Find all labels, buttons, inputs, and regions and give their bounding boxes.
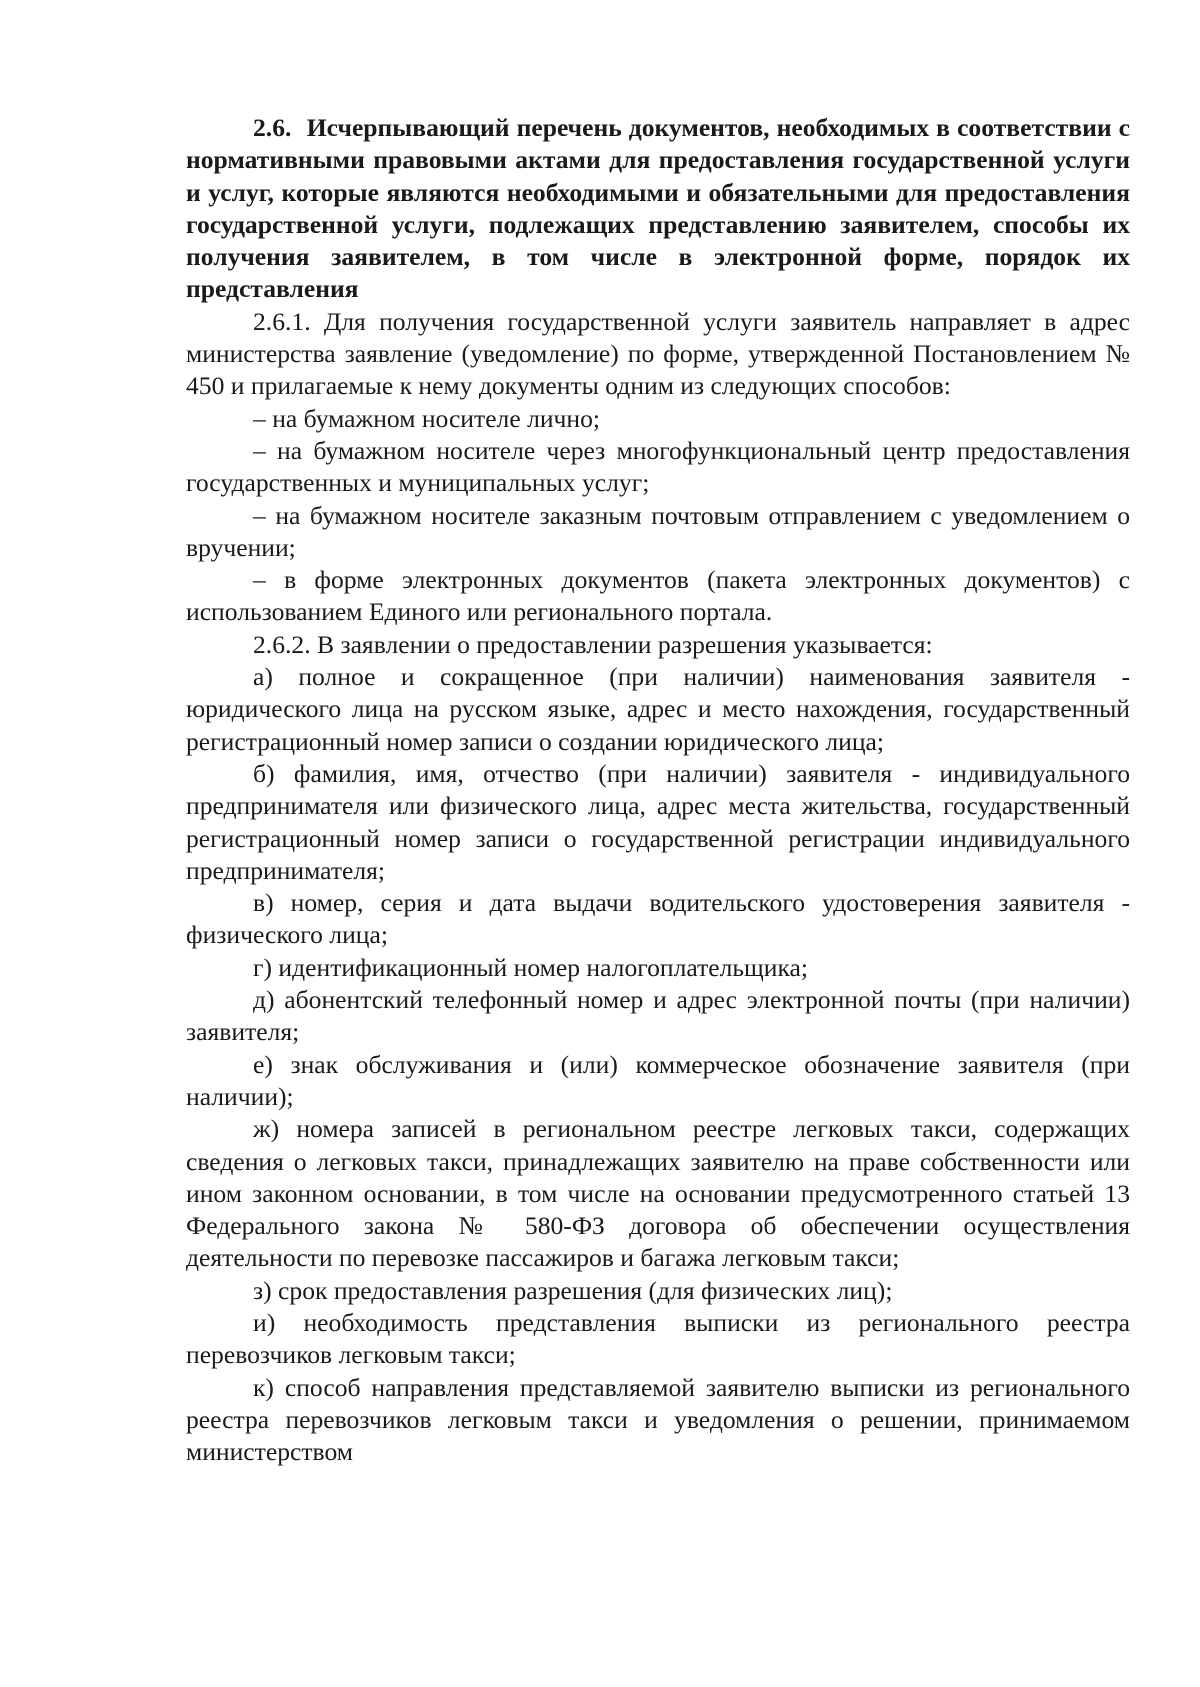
list-item-k: к) способ направления представляемой заявителю выписки из регионального реестра перевозчиков легковым такси и уведомления о решении, принимаемом министерством [186,1372,1130,1467]
paragraph-2-6-2: 2.6.2. В заявлении о предоставлении разрешения указывается: [253,629,933,659]
paragraph-2-6-1: 2.6.1. Для получения государственной услуги заявитель направляет в адрес министерства заявление (уведомление) по форме, утвержденной Постановлением № 450 и прилагаемые к нему документы одним из следующих способов: [186,306,1130,401]
list-item-d: д) абонентский телефонный номер и адрес электронной почты (при наличии) заявителя; [186,985,1130,1047]
list-item-zh: ж) номера записей в региональном реестре легковых такси, содержащих сведения о легковых такси, принадлежащих заявителю на праве собственности или ином законном основании, в том числе на основании предусмотренного статьей 13 Федерального закона № 580-ФЗ договора об обеспечении осуществления деятельности по перевозке пассажиров и багажа легковым такси; [186,1114,1130,1273]
section-title: Исчерпывающий перечень документов, необходимых в соответствии с нормативными правовыми актами для предоставления государственной услуги и услуг, которые являются необходимыми и обязательными для предоставления государственной услуги, подлежащих представлению заявителем, способы их получения заявителем, в том числе в электронной форме, порядок их представления [186,113,1130,304]
section-heading [186,112,1130,306]
list-item-paper-personal: – на бумажном носителе лично; [253,403,601,433]
list-item-a: а) полное и сокращенное (при наличии) наименования заявителя - юридического лица на русском языке, адрес и место нахождения, государственный регистрационный номер записи о создании юридического лица; [186,662,1130,756]
list-item-paper-mfc: – на бумажном носителе через многофункциональный центр предоставления государственных и муниципальных услуг; [186,435,1130,498]
document-body [186,112,1130,1468]
list-item-v: в) номер, серия и дата выдачи водительского удостоверения заявителя - физического лица; [186,888,1130,950]
list-item-g: г) идентификационный номер налогоплательщика; [253,952,808,982]
list-item-electronic: – в форме электронных документов (пакета электронных документов) с использованием Единого или регионального портала. [186,565,1130,627]
list-item-z: з) срок предоставления разрешения (для физических лиц); [253,1275,893,1305]
list-item-i: и) необходимость представления выписки из регионального реестра перевозчиков легковым такси; [186,1307,1130,1370]
section-number: 2.6. [253,113,292,142]
list-item-paper-mail: – на бумажном носителе заказным почтовым отправлением с уведомлением о вручении; [186,500,1130,562]
list-item-e: е) знак обслуживания и (или) коммерческое обозначение заявителя (при наличии); [186,1049,1130,1111]
list-item-b: б) фамилия, имя, отчество (при наличии) заявителя - индивидуального предпринимателя или физического лица, адрес места жительства, государственный регистрационный номер записи о государственной регистрации индивидуального предпринимателя; [186,758,1130,885]
